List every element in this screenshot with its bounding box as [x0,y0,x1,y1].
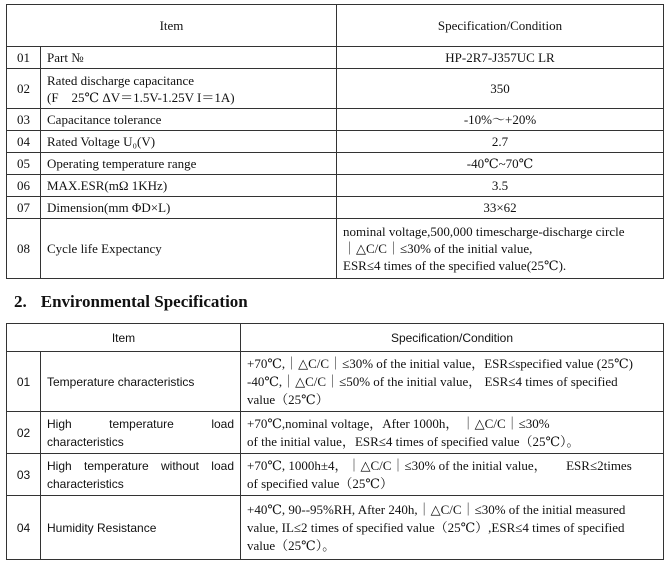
row-number: 03 [7,454,41,496]
row-spec-line: ESR≤4 times of the specified value(25℃). [343,258,567,273]
row-spec-line: -40℃,｜△C/C｜≤50% of the initial value， ESR≤4 times of specified [247,373,618,389]
row-item-line: characteristics [47,434,124,449]
row-item: Capacitance tolerance [41,109,337,131]
row-number: 01 [7,47,41,69]
row-spec: 2.7 [337,131,664,153]
table-row [7,109,664,131]
row-spec: HP-2R7-J357UC LR [337,47,664,69]
row-spec-line: +70℃, 1000h±4，｜△C/C｜≤30% of the initial value， ESR≤2times [247,457,632,473]
table-row [7,412,664,454]
section-heading [14,292,248,312]
row-number: 01 [7,352,41,412]
row-item-line: characteristics [47,476,124,491]
row-item [41,412,241,454]
environmental-specification-table [6,323,664,560]
row-spec-line: nominal voltage,500,000 timescharge-discharge circle [343,224,625,239]
row-spec: 350 [337,69,664,109]
row-spec: 3.5 [337,175,664,197]
table-row [7,131,664,153]
row-spec: -10%～+20% [337,109,664,131]
row-item: Rated Voltage U₀(V) [41,131,337,153]
section-title: Environmental Specification [40,292,248,311]
row-spec-line: +70℃,｜△C/C｜≤30% of the initial value，ESR≤specified value (25℃) [247,355,633,371]
row-spec: -40℃~70℃ [337,153,664,175]
table-row [7,69,664,109]
table-row [7,219,664,279]
row-spec-line: value（25℃）。 [247,537,336,553]
table-row [7,496,664,560]
row-item-line: Rated discharge capacitance [47,72,195,88]
item-header: Item [7,5,337,47]
row-spec: 33×62 [337,197,664,219]
row-item [41,454,241,496]
row-spec-line: +70℃,nominal voltage，After 1000h， ｜△C/C｜≤30% [247,415,550,431]
row-spec [241,496,664,560]
section-number: 2. [14,292,27,311]
table-row [7,454,664,496]
row-spec-line: value, IL≤2 times of specified value（25℃）,ESR≤4 times of specified [247,519,625,535]
item-header: Item [7,324,241,352]
row-spec-line: +40℃, 90--95%RH, After 240h,｜△C/C｜≤30% of the initial measured [247,501,626,517]
row-item-line: (F 25℃ ΔV＝1.5V-1.25V I＝1A) [47,89,235,105]
row-number: 05 [7,153,41,175]
row-item: Temperature characteristics [41,352,241,412]
row-number: 02 [7,412,41,454]
table-row [7,175,664,197]
row-spec [241,454,664,496]
row-item: Dimension(mm ΦD×L) [41,197,337,219]
row-number: 02 [7,69,41,109]
row-number: 04 [7,131,41,153]
row-spec-line: value（25℃） [247,391,329,407]
row-item: Part № [41,47,337,69]
specification-table [6,4,664,279]
row-spec-line: ｜△C/C｜≤30% of the initial value, [343,241,533,256]
row-item [41,69,337,109]
row-spec [337,219,664,279]
spec-header: Specification/Condition [241,324,664,352]
row-number: 04 [7,496,41,560]
table-row [7,352,664,412]
row-item-line: High temperature without load [47,458,234,473]
row-item-line: High temperature load [47,416,234,431]
row-spec [241,412,664,454]
spec-header: Specification/Condition [337,5,664,47]
row-item: Operating temperature range [41,153,337,175]
row-item: Humidity Resistance [41,496,241,560]
table-row [7,153,664,175]
row-spec [241,352,664,412]
row-number: 08 [7,219,41,279]
row-item: Cycle life Expectancy [41,219,337,279]
row-number: 07 [7,197,41,219]
row-spec-line: of the initial value，ESR≤4 times of specified value（25℃）。 [247,433,580,449]
table-row [7,197,664,219]
row-number: 03 [7,109,41,131]
row-spec-line: of specified value（25℃） [247,475,393,491]
table-row [7,47,664,69]
row-number: 06 [7,175,41,197]
row-item: MAX.ESR(mΩ 1KHz) [41,175,337,197]
